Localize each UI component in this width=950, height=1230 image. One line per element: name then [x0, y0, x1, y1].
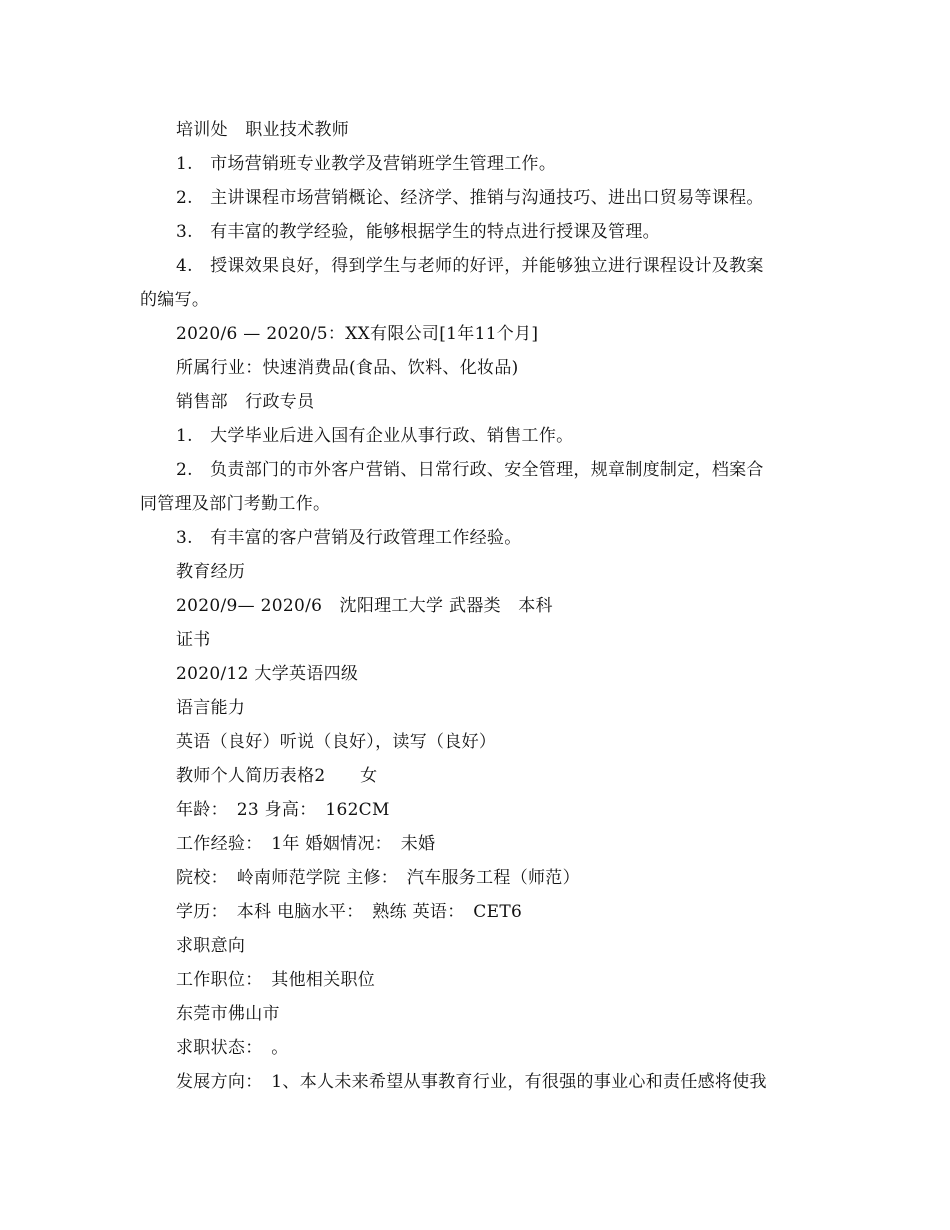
text-line: 同管理及部门考勤工作。: [140, 494, 331, 514]
text-line: 学历： 本科 电脑水平： 熟练 英语： CET6: [176, 902, 523, 922]
text-line: 3. 有丰富的教学经验，能够根据学生的特点进行授课及管理。: [176, 222, 660, 242]
text-line: 2020/6 — 2020/5：XX有限公司[1年11个月]: [176, 324, 539, 344]
section-heading: 证书: [176, 630, 211, 650]
text-line: 2020/12 大学英语四级: [176, 664, 359, 684]
text-line: 3. 有丰富的客户营销及行政管理工作经验。: [176, 528, 522, 548]
section-heading: 教育经历: [176, 562, 246, 582]
text-line: 培训处 职业技术教师: [176, 120, 349, 140]
text-line: 4. 授课效果良好，得到学生与老师的好评，并能够独立进行课程设计及教案: [176, 256, 764, 276]
text-line: 2. 负责部门的市外客户营销、日常行政、安全管理，规章制度制定，档案合: [176, 460, 764, 480]
text-line: 院校： 岭南师范学院 主修： 汽车服务工程（师范）: [176, 868, 580, 888]
text-line: 1. 市场营销班专业教学及营销班学生管理工作。: [176, 154, 557, 174]
text-line: 所属行业：快速消费品(食品、饮料、化妆品): [176, 358, 519, 378]
text-line: 的编写。: [140, 290, 210, 310]
text-line: 东莞市佛山市: [176, 1004, 280, 1024]
text-line: 1. 大学毕业后进入国有企业从事行政、销售工作。: [176, 426, 574, 446]
text-line: 年龄： 23 身高： 162CM: [176, 800, 390, 820]
text-line: 工作职位： 其他相关职位: [176, 970, 376, 990]
text-line: 英语（良好）听说（良好），读写（良好）: [176, 732, 497, 752]
text-line: 销售部 行政专员: [176, 392, 315, 412]
text-line: 发展方向： 1、本人未来希望从事教育行业，有很强的事业心和责任感将使我: [176, 1072, 767, 1092]
text-line: 2. 主讲课程市场营销概论、经济学、推销与沟通技巧、进出口贸易等课程。: [176, 188, 764, 208]
text-line: 求职状态： 。: [176, 1038, 289, 1058]
section-heading: 教师个人简历表格2 女: [176, 766, 378, 786]
text-line: 工作经验： 1年 婚姻情况： 未婚: [176, 834, 436, 854]
section-heading: 语言能力: [176, 698, 246, 718]
section-heading: 求职意向: [176, 936, 246, 956]
text-line: 2020/9— 2020/6 沈阳理工大学 武器类 本科: [176, 596, 553, 616]
document-page: [140, 113, 820, 1099]
